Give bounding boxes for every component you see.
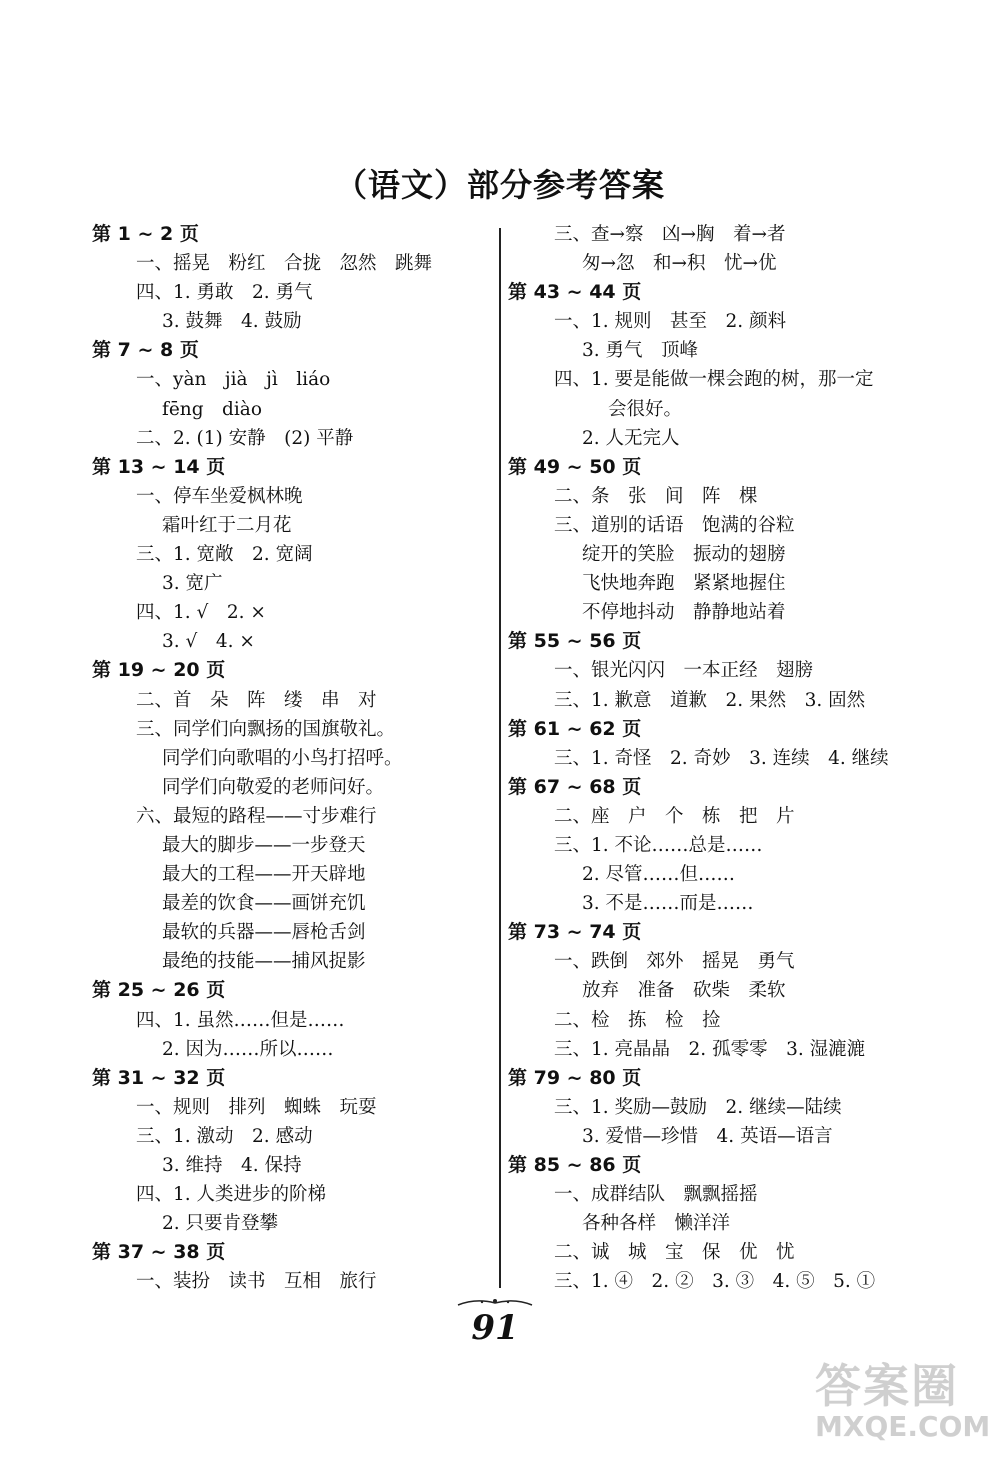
answer-line: 四、1. 人类进步的阶梯: [136, 1184, 327, 1206]
answer-line: 3. 宽广: [162, 573, 223, 595]
answer-line: 四、1. 勇敢 2. 勇气: [136, 282, 313, 304]
answer-line: 一、1. 规则 甚至 2. 颜料: [554, 311, 787, 333]
answer-line: 一、yàn jià jì liáo: [136, 369, 331, 391]
answer-section: [508, 627, 908, 714]
answer-line: 三、1. 奖励—鼓励 2. 继续—陆续: [554, 1096, 842, 1118]
section-heading: 第 43 ~ 44 页: [508, 281, 642, 304]
answer-line: 三、1. 奇怪 2. 奇妙 3. 连续 4. 继续: [554, 747, 889, 769]
section-heading: 第 37 ~ 38 页: [92, 1241, 226, 1264]
answer-line: 三、1. 宽敞 2. 宽阔: [136, 544, 313, 566]
section-heading: 第 25 ~ 26 页: [92, 979, 226, 1002]
answer-line: 四、1. √ 2. ×: [136, 602, 266, 624]
answers-column-left: [92, 220, 492, 1296]
watermark-text: 答案圈: [815, 1359, 959, 1413]
answer-section: [92, 656, 492, 976]
answer-line: 二、首 朵 阵 缕 串 对: [136, 689, 377, 711]
answer-line: 3. 勇气 顶峰: [582, 340, 699, 362]
answer-line: 匆→忽 和→积 忧→优: [582, 253, 777, 275]
answer-line: 3. √ 4. ×: [162, 631, 255, 653]
answer-line: 最绝的技能——捕风捉影: [162, 951, 366, 973]
answer-line: 3. 维持 4. 保持: [162, 1155, 302, 1176]
answer-line: 四、1. 虽然……但是……: [136, 1009, 345, 1031]
answer-line: 二、检 拣 检 捡: [554, 1009, 721, 1031]
answer-section: [508, 220, 908, 278]
answer-line: 三、同学们向飘扬的国旗敬礼。: [136, 718, 396, 740]
answer-section: [92, 1238, 492, 1296]
answer-line: 二、座 户 个 栋 把 片: [554, 805, 795, 827]
answer-line: 2. 尽管……但……: [582, 864, 736, 886]
answer-section: [508, 918, 908, 1063]
answer-line: 二、2. (1) 安静 (2) 平静: [136, 427, 354, 449]
answer-line: 最差的饮食——画饼充饥: [162, 893, 366, 915]
section-heading: 第 61 ~ 62 页: [508, 717, 642, 740]
answer-section: [92, 453, 492, 657]
answer-line: 三、1. 激动 2. 感动: [136, 1125, 313, 1147]
section-heading: 第 79 ~ 80 页: [508, 1066, 642, 1089]
answer-section: [508, 773, 908, 918]
answer-line: 2. 只要肯登攀: [162, 1213, 279, 1235]
answer-line: 3. 爱惜—珍惜 4. 英语—语言: [582, 1125, 833, 1147]
answer-section: [92, 220, 492, 336]
answer-line: 霜叶红于二月花: [162, 514, 292, 536]
ornament-icon: [456, 1296, 534, 1308]
page-number: 91: [471, 1308, 519, 1348]
page-footer: [450, 1296, 540, 1356]
section-heading: 第 67 ~ 68 页: [508, 775, 642, 798]
answer-line: 3. 不是……而是……: [582, 893, 754, 915]
section-heading: 第 13 ~ 14 页: [92, 455, 226, 478]
section-heading: 第 73 ~ 74 页: [508, 921, 642, 944]
answer-line: 三、查→察 凶→胸 着→者: [554, 224, 786, 245]
answer-line: 会很好。: [608, 398, 683, 420]
section-heading: 第 1 ~ 2 页: [92, 223, 199, 245]
answer-line: 同学们向歌唱的小鸟打招呼。: [162, 747, 403, 769]
answer-line: 2. 因为……所以……: [162, 1038, 334, 1060]
column-divider: [499, 228, 501, 1288]
section-heading: 第 19 ~ 20 页: [92, 659, 226, 682]
section-heading: 第 55 ~ 56 页: [508, 630, 642, 653]
answer-line: 放弃 准备 砍柴 柔软: [582, 980, 786, 1002]
answer-line: fēng diào: [162, 398, 262, 420]
answer-line: 2. 人无完人: [582, 427, 680, 449]
answer-section: [92, 1064, 492, 1239]
answer-line: 四、1. 要是能做一棵会跑的树，那一定: [554, 369, 874, 391]
answer-section: [508, 453, 908, 628]
answer-section: [508, 278, 908, 453]
answer-line: 二、诚 城 宝 保 优 忧: [554, 1242, 795, 1264]
answer-line: 一、摇晃 粉红 合拢 忽然 跳舞: [136, 253, 433, 275]
answer-line: 一、规则 排列 蜘蛛 玩耍: [136, 1096, 377, 1118]
answer-line: 一、装扮 读书 互相 旅行: [136, 1271, 377, 1293]
answer-section: [508, 715, 908, 773]
answer-line: 最软的兵器——唇枪舌剑: [162, 922, 366, 944]
answer-line: 最大的工程——开天辟地: [162, 864, 366, 886]
answer-section: [508, 1064, 908, 1151]
answer-line: 一、成群结队 飘飘摇摇: [554, 1184, 758, 1206]
answer-line: 三、1. 歉意 道歉 2. 果然 3. 固然: [554, 689, 866, 711]
section-heading: 第 49 ~ 50 页: [508, 455, 642, 478]
section-heading: 第 7 ~ 8 页: [92, 339, 199, 362]
answer-line: 绽开的笑脸 振动的翅膀: [582, 544, 786, 566]
answer-line: 一、跌倒 郊外 摇晃 勇气: [554, 951, 795, 973]
answer-line: 一、停车坐爱枫林晚: [136, 485, 303, 507]
answers-column-right: [508, 220, 908, 1296]
answer-section: [92, 336, 492, 452]
section-heading: 第 31 ~ 32 页: [92, 1066, 226, 1089]
watermark-logo: [815, 1350, 991, 1450]
watermark-url: MXQE.COM: [815, 1410, 991, 1443]
answer-line: 三、1. ④ 2. ② 3. ③ 4. ⑤ 5. ①: [554, 1271, 876, 1293]
answer-line: 三、1. 不论……总是……: [554, 834, 763, 856]
answer-section: [508, 1151, 908, 1296]
answer-line: 最大的脚步——一步登天: [162, 834, 366, 856]
answer-line: 飞快地奔跑 紧紧地握住: [582, 573, 786, 595]
answer-line: 三、1. 亮晶晶 2. 孤零零 3. 湿漉漉: [554, 1038, 866, 1060]
answer-section: [92, 976, 492, 1063]
answer-line: 六、最短的路程——寸步难行: [136, 805, 377, 827]
answer-line: 三、道别的话语 饱满的谷粒: [554, 514, 795, 536]
answer-line: 3. 鼓舞 4. 鼓励: [162, 311, 302, 333]
answer-line: 不停地抖动 静静地站着: [582, 602, 786, 624]
answer-line: 各种各样 懒洋洋: [582, 1213, 731, 1235]
answer-line: 同学们向敬爱的老师问好。: [162, 776, 385, 798]
section-heading: 第 85 ~ 86 页: [508, 1154, 642, 1176]
page-title: （语文）部分参考答案: [334, 166, 665, 204]
answer-line: 二、条 张 间 阵 棵: [554, 485, 758, 507]
answer-line: 一、银光闪闪 一本正经 翅膀: [554, 660, 814, 682]
